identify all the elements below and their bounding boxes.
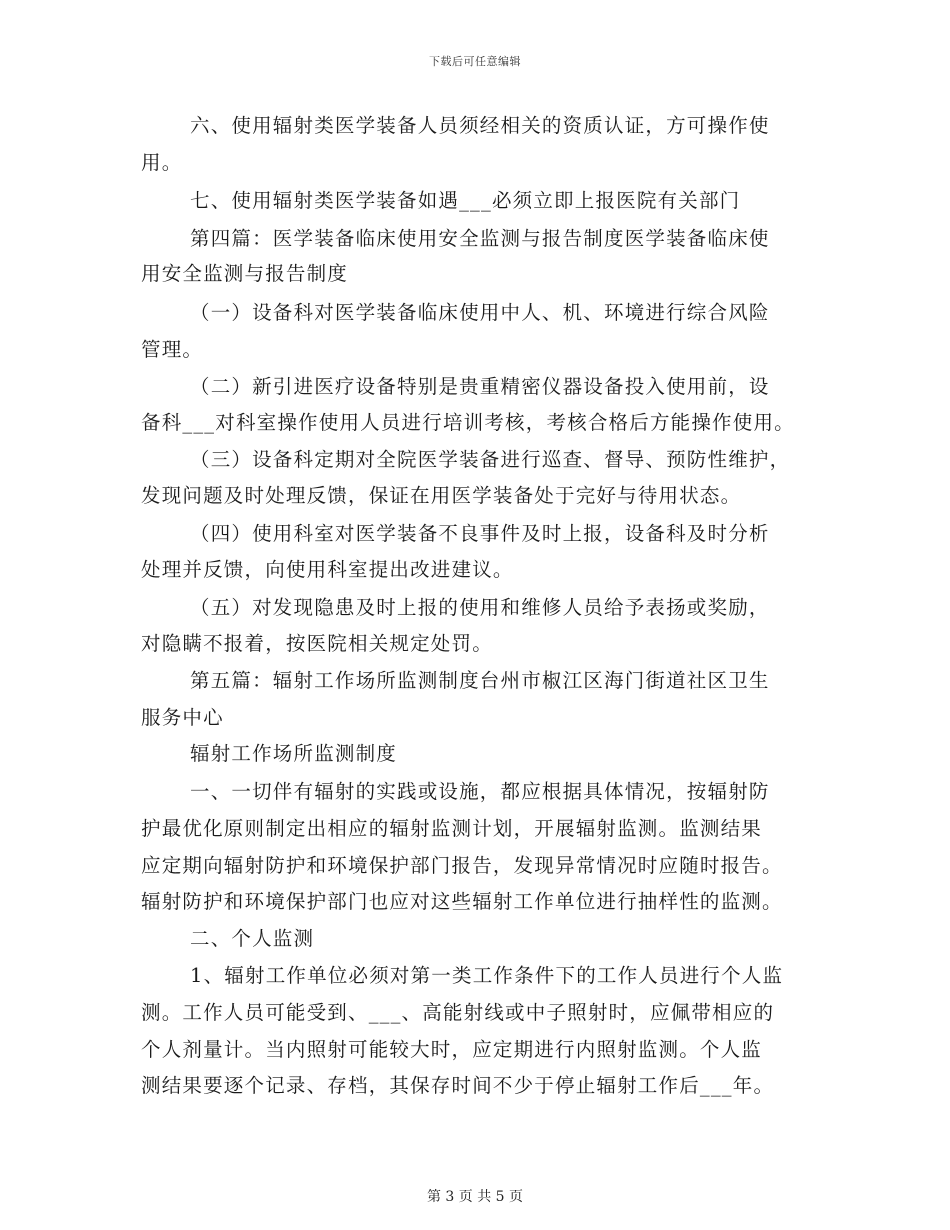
text-line: 发现问题及时处理反馈，保证在用医学装备处于完好与待用状态。 — [141, 484, 742, 507]
text-line: 个人剂量计。当内照射可能较大时，应定期进行内照射监测。个人监 — [141, 1038, 763, 1061]
text-line: （一）设备科对医学装备临床使用中人、机、环境进行综合风险 — [190, 301, 770, 324]
text-line: 七、使用辐射类医学装备如遇___必须立即上报医院有关部门 — [190, 189, 741, 212]
text-line: （三）设备科定期对全院医学装备进行巡查、督导、预防性维护， — [190, 448, 791, 471]
text-line: 备科___对科室操作使用人员进行培训考核，考核合格后方能操作使用。 — [141, 411, 795, 434]
text-line: 测。工作人员可能受到、___、高能射线或中子照射时，应佩带相应的 — [141, 1001, 775, 1024]
page-header: 下载后可任意编辑 — [429, 55, 521, 68]
subsection-title: 二、个人监测 — [190, 927, 315, 950]
text-line: （二）新引进医疗设备特别是贵重精密仪器设备投入使用前，设 — [190, 375, 770, 398]
text-line: 护最优化原则制定出相应的辐射监测计划，开展辐射监测。监测结果 — [141, 817, 763, 840]
text-line: （五）对发现隐患及时上报的使用和维修人员给予表扬或奖励， — [190, 596, 770, 619]
section-heading: 第四篇：医学装备临床使用安全监测与报告制度医学装备临床使 — [190, 227, 770, 250]
text-line: 对隐瞒不报着，按医院相关规定处罚。 — [141, 632, 493, 655]
text-line: 1、辐射工作单位必须对第一类工作条件下的工作人员进行个人监 — [190, 964, 784, 987]
text-line: 管理。 — [141, 338, 204, 361]
text-line: 用。 — [141, 151, 183, 174]
page-number-footer: 第 3 页 共 5 页 — [426, 1189, 524, 1205]
section-heading: 用安全监测与报告制度 — [141, 262, 349, 285]
text-line: 六、使用辐射类医学装备人员须经相关的资质认证，方可操作使 — [190, 114, 770, 137]
text-line: 辐射防护和环境保护部门也应对这些辐射工作单位进行抽样性的监测。 — [141, 890, 783, 913]
text-line: 应定期向辐射防护和环境保护部门报告，发现异常情况时应随时报告。 — [141, 854, 783, 877]
subsection-title: 辐射工作场所监测制度 — [190, 742, 398, 765]
section-heading: 服务中心 — [141, 706, 224, 729]
text-line: 一、一切伴有辐射的实践或设施，都应根据具体情况，按辐射防 — [190, 780, 770, 803]
text-line: （四）使用科室对医学装备不良事件及时上报，设备科及时分析 — [190, 522, 770, 545]
text-line: 处理并反馈，向使用科室提出改进建议。 — [141, 558, 514, 581]
text-line: 测结果要逐个记录、存档，其保存时间不少于停止辐射工作后___年。 — [141, 1074, 775, 1097]
section-heading: 第五篇：辐射工作场所监测制度台州市椒江区海门街道社区卫生 — [190, 669, 770, 692]
